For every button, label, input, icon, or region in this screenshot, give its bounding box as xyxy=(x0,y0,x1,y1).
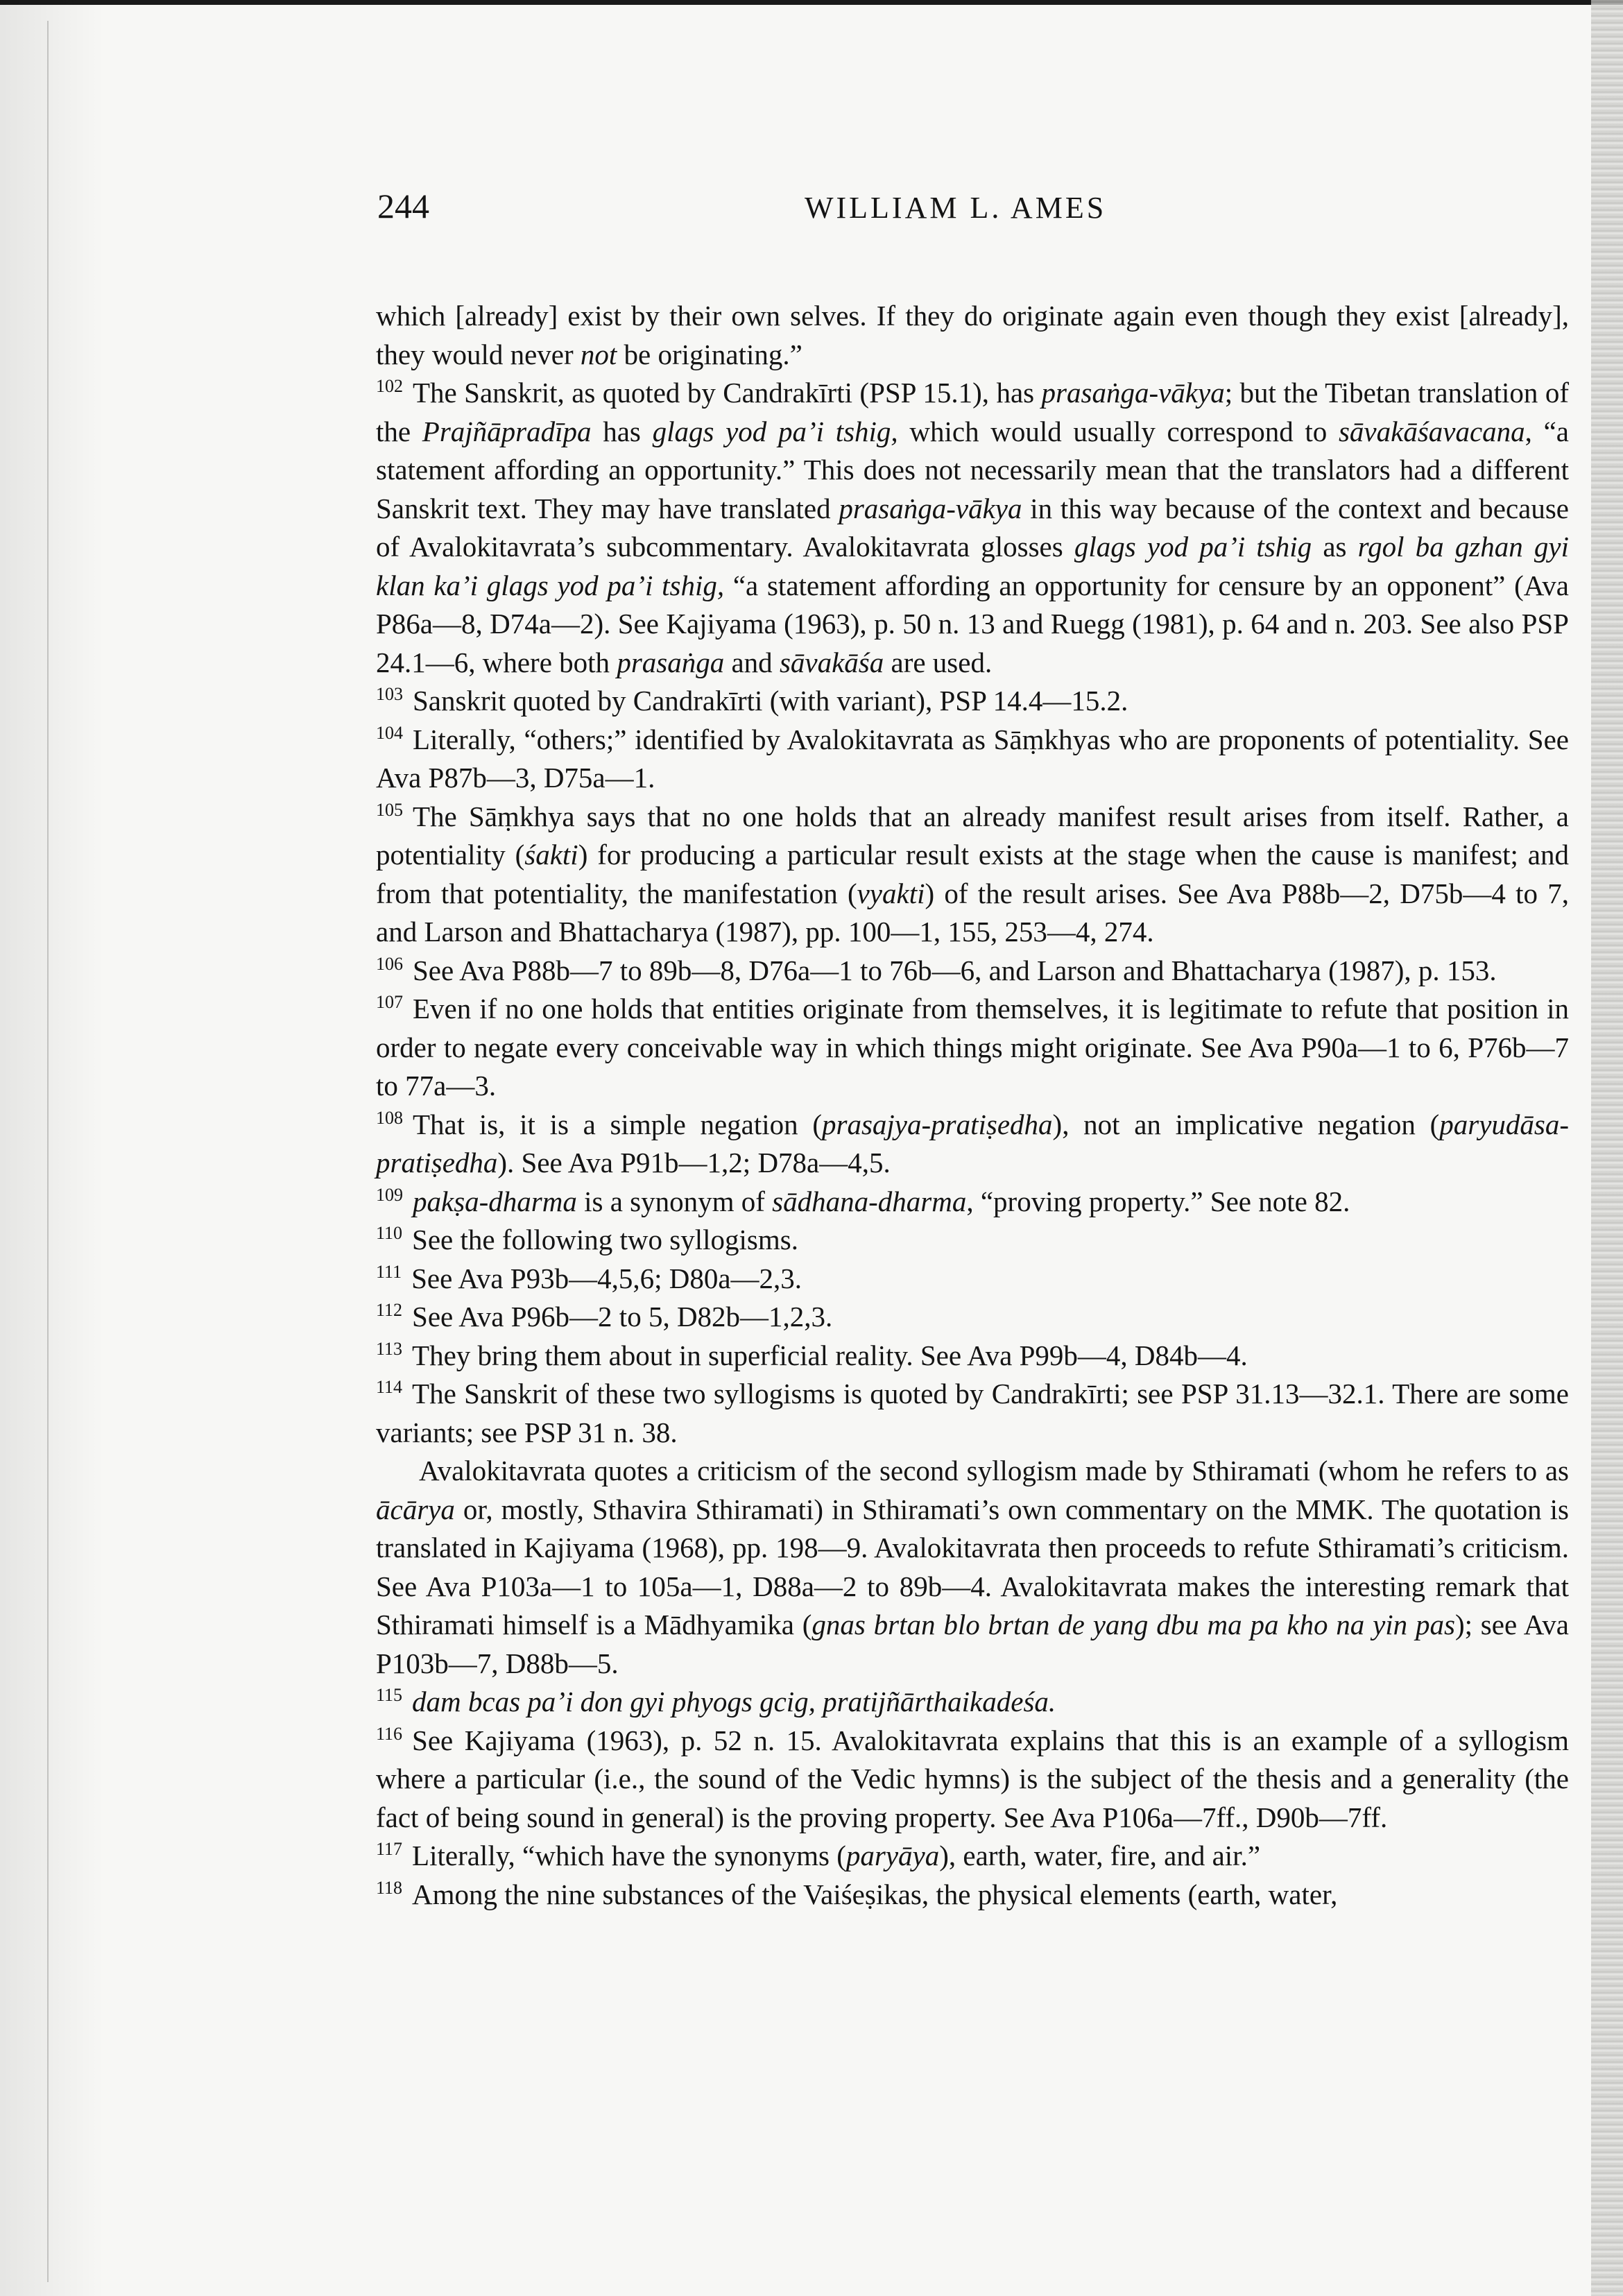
footnote-111 xyxy=(376,1260,1569,1299)
text-run: Among the nine substances of the Vaiśeṣikas, the physical elements (earth, water, xyxy=(412,1878,1338,1910)
footnote-105 xyxy=(376,798,1569,952)
text-run: in this way because of the context and because of Avalokitavrata’s subcommentary. Avalokitavrata glosses xyxy=(376,492,1570,563)
body-paragraph xyxy=(376,1452,1569,1683)
footnote-number: 116 xyxy=(376,1723,403,1744)
text-run: ). See Ava P91b—1,2; D78a—4,5. xyxy=(497,1147,891,1179)
italic-text: glags yod pa’i tshig xyxy=(1074,531,1312,563)
footnote-number: 106 xyxy=(376,953,403,974)
footnote-109 xyxy=(376,1183,1569,1222)
footnote-114 xyxy=(376,1375,1569,1452)
text-run: and xyxy=(724,646,780,678)
text-run: has xyxy=(591,415,653,447)
italic-text: pakṣa-dharma xyxy=(413,1185,577,1217)
text-run: The Sanskrit, as quoted by Candrakīrti (PSP 15.1), has xyxy=(413,377,1042,409)
italic-text: sādhana-dharma xyxy=(772,1185,967,1217)
footnote-number: 103 xyxy=(376,684,403,704)
italic-text: dam bcas pa’i don gyi phyogs gcig, pratijñārthaikadeśa. xyxy=(412,1686,1056,1717)
footnote-102 xyxy=(376,374,1569,682)
footnote-103 xyxy=(376,682,1569,721)
footnote-116 xyxy=(376,1722,1569,1837)
text-run: See Ava P96b—2 to 5, D82b—1,2,3. xyxy=(412,1301,833,1333)
italic-text: paryudāsa-pratiṣedha xyxy=(376,1108,1569,1179)
text-run: ), not an implicative negation ( xyxy=(1052,1108,1440,1140)
text-run: or, mostly, Sthavira Sthiramati) in Sthiramati’s own commentary on the MMK. The quotation is translated in Kajiyama (1968), pp. 198—9. Avalokitavrata then proceeds to refute Sthiramati’s criticism. See Ava P103a—1 to 105a—1, D88a—2 to 89b—4. Avalokitavrata makes the interesting remark that Sthiramati himself is a Mādhyamika ( xyxy=(376,1493,1569,1640)
footnote-number: 112 xyxy=(376,1300,403,1320)
text-run: ) for producing a particular result exists at the stage when the cause is manifest; and from that potentiality, the manifestation ( xyxy=(376,839,1569,909)
text-run: Sanskrit quoted by Candrakīrti (with variant), PSP 14.4—15.2. xyxy=(413,685,1128,717)
running-header xyxy=(377,186,1556,234)
page-body xyxy=(376,297,1569,1914)
text-run: ), earth, water, fire, and air.” xyxy=(939,1840,1261,1871)
text-run: are used. xyxy=(884,646,993,678)
text-run: See the following two syllogisms. xyxy=(412,1224,798,1256)
italic-text: Prajñāpradīpa xyxy=(422,415,592,447)
text-run: , “a statement affording an opportunity.” This does not necessarily mean that the translators had a different Sanskrit text. They may have translated xyxy=(376,415,1570,524)
italic-text: not xyxy=(580,338,617,370)
italic-text: vyakti xyxy=(857,877,925,909)
scan-top-border xyxy=(0,0,1623,5)
italic-text: glags yod pa’i tshig, xyxy=(652,415,898,447)
footnote-number: 109 xyxy=(376,1184,403,1205)
text-run: as xyxy=(1312,531,1358,563)
footnote-number: 107 xyxy=(376,992,403,1012)
footnote-number: 113 xyxy=(376,1338,403,1359)
text-run: , “proving property.” See note 82. xyxy=(966,1185,1350,1217)
text-run: which would usually correspond to xyxy=(898,415,1339,447)
footnote-number: 104 xyxy=(376,722,403,743)
text-run: be originating.” xyxy=(617,338,802,370)
scan-binding-artifact xyxy=(47,21,57,2282)
text-run: “a statement affording an opportunity for censure by an opponent” (Ava P86a—8, D74a—2). See Kajiyama (1963), p. 50 n. 13 and Ruegg (1981), p. 64 and n. 203. See also PSP 24.1—6, where both xyxy=(376,569,1569,678)
text-run: Literally, “others;” identified by Avalokitavrata as Sāṃkhyas who are proponents of potentiality. See Ava P87b—3, D75a—1. xyxy=(376,723,1569,794)
footnote-106 xyxy=(376,952,1569,991)
footnote-number: 110 xyxy=(376,1223,403,1243)
text-run: is a synonym of xyxy=(576,1185,773,1217)
footnote-number: 105 xyxy=(376,799,403,820)
italic-text: sāvakāśavacana xyxy=(1338,415,1525,447)
footnote-107 xyxy=(376,990,1569,1106)
text-run: ) of the result arises. See Ava P88b—2, D75b—4 to 7, and Larson and Bhattacharya (1987), pp. 100—1, 155, 253—4, 274. xyxy=(376,877,1569,948)
italic-text: gnas brtan blo brtan de yang dbu ma pa kho na yin pas xyxy=(812,1609,1455,1640)
text-run: Even if no one holds that entities originate from themselves, it is legitimate to refute that position in order to negate every conceivable way in which things might originate. See Ava P90a—1 to 6, P76b—7 to 77a—3. xyxy=(376,993,1569,1102)
footnote-number: 117 xyxy=(376,1839,403,1859)
running-title: WILLIAM L. AMES xyxy=(805,191,1107,225)
text-run: See Kajiyama (1963), p. 52 n. 15. Avalokitavrata explains that this is an example of a syllogism where a particular (i.e., the sound of the Vedic hymns) is the subject of the thesis and a generality (the fact of being sound in general) is the proving property. See Ava P106a—7ff., D90b—7ff. xyxy=(376,1724,1569,1833)
footnote-number: 118 xyxy=(376,1877,403,1898)
italic-text: prasaṅga-vākya xyxy=(839,492,1022,524)
italic-text: prasaṅga-vākya xyxy=(1041,377,1225,409)
footnote-number: 114 xyxy=(376,1377,403,1397)
footnote-113 xyxy=(376,1337,1569,1376)
footnote-number: 108 xyxy=(376,1107,403,1128)
text-run: Literally, “which have the synonyms ( xyxy=(412,1840,846,1871)
footnote-110 xyxy=(376,1221,1569,1260)
italic-text: ācārya xyxy=(376,1493,455,1525)
footnote-117 xyxy=(376,1837,1569,1876)
italic-text: paryāya xyxy=(845,1840,940,1871)
footnote-number: 102 xyxy=(376,376,403,396)
scan-page-edge xyxy=(1591,0,1623,2296)
italic-text: prasajya-pratiṣedha xyxy=(822,1108,1053,1140)
footnote-number: 115 xyxy=(376,1685,403,1705)
page-number: 244 xyxy=(377,187,429,225)
italic-text: śakti xyxy=(524,839,578,871)
italic-text: rgol ba gzhan gyi klan ka’i glags yod pa’i tshig, xyxy=(376,531,1570,601)
text-run: which [already] exist by their own selves. If they do originate again even though they exist [already], they would never xyxy=(376,300,1569,370)
italic-text: prasaṅga xyxy=(617,646,725,678)
text-run: Avalokitavrata quotes a criticism of the second syllogism made by Sthiramati (whom he refers to as xyxy=(419,1455,1569,1487)
footnote-115 xyxy=(376,1683,1569,1722)
text-run: They bring them about in superficial reality. See Ava P99b—4, D84b—4. xyxy=(412,1339,1248,1371)
body-paragraph xyxy=(376,297,1569,374)
text-run: ; but the Tibetan translation of the xyxy=(376,377,1569,447)
footnote-108 xyxy=(376,1106,1569,1183)
text-run: The Sāṃkhya says that no one holds that an already manifest result arises from itself. Rather, a potentiality ( xyxy=(376,800,1569,871)
footnote-118 xyxy=(376,1876,1569,1914)
footnote-number: 111 xyxy=(376,1261,402,1282)
italic-text: sāvakāśa xyxy=(779,646,884,678)
text-run: ); see Ava P103b—7, D88b—5. xyxy=(376,1609,1569,1679)
text-run: See Ava P93b—4,5,6; D80a—2,3. xyxy=(411,1262,802,1294)
text-run: See Ava P88b—7 to 89b—8, D76a—1 to 76b—6, and Larson and Bhattacharya (1987), p. 153. xyxy=(413,954,1497,986)
footnote-112 xyxy=(376,1298,1569,1337)
footnote-104 xyxy=(376,721,1569,798)
text-run: That is, it is a simple negation ( xyxy=(413,1108,822,1140)
text-run: The Sanskrit of these two syllogisms is quoted by Candrakīrti; see PSP 31.13—32.1. There are some variants; see PSP 31 n. 38. xyxy=(376,1378,1569,1448)
